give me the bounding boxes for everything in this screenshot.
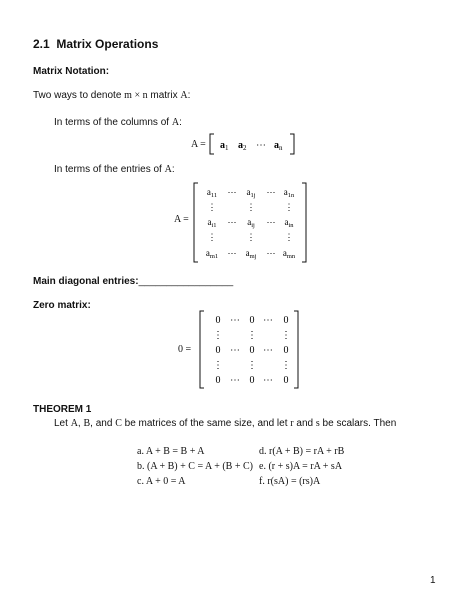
- property-formula: A + B = B + A: [145, 446, 205, 457]
- property-label: f.: [259, 476, 265, 487]
- right-bracket: [294, 311, 298, 388]
- entries-cell-r4-c4: $a_{mn}$: [282, 248, 296, 260]
- entries-cell-r4-c2: $a_{mj}$: [245, 248, 257, 260]
- columns-label-end: :: [179, 117, 182, 128]
- column-an: $a_n$: [274, 140, 283, 152]
- property-f: [259, 476, 320, 487]
- theorem-text-1: Let: [54, 418, 71, 429]
- property-label: c.: [137, 476, 144, 487]
- left-bracket: [200, 311, 204, 388]
- intro-prefix: Two ways to denote: [33, 90, 125, 101]
- property-formula: A + 0 = A: [145, 476, 186, 487]
- zero-cell-r3-c4: ⋮: [281, 360, 291, 371]
- entries-cell-r2-c3: ⋯: [266, 217, 276, 227]
- column-a1: $a_1$: [220, 140, 229, 152]
- entries-cell-r0-c3: ⋯: [266, 187, 276, 197]
- right-bracket: [290, 134, 294, 154]
- zero-cell-r4-c0: 0: [215, 375, 221, 386]
- property-d: [259, 446, 344, 457]
- zero-cell-r1-c0: ⋮: [213, 330, 223, 341]
- entries-cell-r0-c4: $a_{1n}$: [283, 187, 295, 199]
- entries-cell-r2-c0: $a_{i1}$: [207, 217, 217, 229]
- entries-label: [54, 164, 175, 175]
- zero-cell-r0-c2: 0: [249, 315, 255, 326]
- entries-cell-r3-c4: ⋮: [284, 232, 294, 242]
- column-ellipsis: ⋯: [256, 140, 266, 151]
- zero-cell-r1-c2: ⋮: [247, 330, 257, 341]
- zero-cell-r0-c0: 0: [215, 315, 221, 326]
- entries-cell-r4-c3: ⋯: [266, 248, 276, 258]
- entries-cell-r0-c1: ⋯: [227, 187, 237, 197]
- zero-cell-r2-c1: ⋯: [230, 345, 240, 356]
- left-bracket: [210, 134, 214, 154]
- property-formula: r(A + B) = rA + rB: [269, 446, 345, 457]
- theorem-text-5: and: [293, 418, 316, 429]
- intro-suffix: matrix: [147, 90, 181, 101]
- theorem-statement: [54, 418, 396, 429]
- theorem-text-6: be scalars. Then: [319, 418, 397, 429]
- section-title-text: Matrix Operations: [56, 37, 159, 51]
- property-c: [137, 476, 186, 487]
- columns-matrix: [208, 133, 298, 155]
- entries-cell-r0-c0: $a_{11}$: [206, 187, 218, 199]
- property-b: [137, 461, 253, 472]
- zero-cell-r3-c0: ⋮: [213, 360, 223, 371]
- zero-matrix-lhs: 0 =: [178, 344, 192, 355]
- entries-cell-r2-c4: $a_{in}$: [284, 217, 294, 229]
- zero-cell-r2-c3: ⋯: [263, 345, 273, 356]
- entries-cell-r4-c1: ⋯: [227, 248, 237, 258]
- theorem-heading: THEOREM 1: [33, 404, 92, 415]
- property-e: [259, 461, 342, 472]
- zero-cell-r2-c2: 0: [249, 345, 255, 356]
- theorem-var-b: B: [83, 418, 91, 429]
- entries-cell-r1-c4: ⋮: [284, 202, 294, 212]
- section-number: 2.1: [33, 37, 50, 51]
- property-label: a.: [137, 446, 144, 457]
- intro-math: m × n: [124, 90, 148, 101]
- zero-cell-r0-c1: ⋯: [230, 315, 240, 326]
- intro-end: :: [187, 90, 191, 101]
- property-formula: r(sA) = (rs)A: [267, 476, 321, 487]
- theorem-var-s: s: [315, 418, 320, 429]
- main-diagonal-blank: _________________: [138, 276, 234, 287]
- theorem-text-3: , and: [90, 418, 116, 429]
- entries-cell-r3-c0: ⋮: [207, 232, 217, 242]
- entries-cell-r2-c2: $a_{ij}$: [247, 217, 255, 229]
- entries-cell-r1-c0: ⋮: [207, 202, 217, 212]
- main-diagonal-heading: Main diagonal entries:: [33, 276, 139, 287]
- entries-label-end: :: [171, 164, 175, 175]
- zero-cell-r1-c4: ⋮: [281, 330, 291, 341]
- columns-matrix-lhs: A =: [191, 139, 206, 150]
- zero-cell-r4-c3: ⋯: [263, 375, 273, 386]
- matrix-notation-heading: Matrix Notation:: [33, 66, 110, 77]
- property-label: e.: [259, 461, 266, 472]
- entries-cell-r1-c2: ⋮: [246, 202, 256, 212]
- left-bracket: [194, 183, 198, 262]
- main-diagonal-line: [33, 276, 233, 287]
- property-label: d.: [259, 446, 267, 457]
- zero-cell-r0-c4: 0: [283, 315, 289, 326]
- zero-cell-r2-c0: 0: [215, 345, 221, 356]
- theorem-var-r: r: [290, 418, 294, 429]
- right-bracket: [302, 183, 306, 262]
- theorem-var-c: C: [115, 418, 122, 429]
- entries-cell-r2-c1: ⋯: [227, 217, 237, 227]
- columns-label: [54, 117, 182, 128]
- column-a2: $a_2$: [238, 140, 247, 152]
- entries-matrix: [192, 182, 310, 264]
- property-formula: (A + B) + C = A + (B + C): [147, 461, 253, 472]
- columns-label-var: A: [171, 117, 180, 128]
- entries-label-prefix: In terms of the entries of: [54, 164, 165, 175]
- entries-cell-r3-c2: ⋮: [246, 232, 256, 242]
- entries-label-var: A: [164, 164, 172, 175]
- property-a: [137, 446, 205, 457]
- zero-cell-r2-c4: 0: [283, 345, 289, 356]
- entries-matrix-lhs: A =: [174, 214, 189, 225]
- zero-cell-r3-c2: ⋮: [247, 360, 257, 371]
- theorem-text-2: ,: [77, 418, 84, 429]
- zero-cell-r4-c2: 0: [249, 375, 255, 386]
- property-formula: (r + s)A = rA + sA: [268, 461, 343, 472]
- theorem-var-a: A: [70, 418, 78, 429]
- intro-var: A: [180, 90, 188, 101]
- property-label: b.: [137, 461, 145, 472]
- entries-cell-r0-c2: $a_{1j}$: [246, 187, 256, 199]
- theorem-text-4: be matrices of the same size, and let: [121, 418, 291, 429]
- zero-cell-r4-c4: 0: [283, 375, 289, 386]
- zero-cell-r4-c1: ⋯: [230, 375, 240, 386]
- page-number: 1: [430, 575, 436, 586]
- zero-matrix: [198, 310, 302, 390]
- columns-label-prefix: In terms of the columns of: [54, 117, 172, 128]
- entries-cell-r4-c0: $a_{m1}$: [205, 248, 219, 260]
- zero-cell-r0-c3: ⋯: [263, 315, 273, 326]
- section-title: [33, 37, 158, 51]
- zero-matrix-heading: Zero matrix:: [33, 300, 91, 311]
- notation-intro: [33, 90, 190, 101]
